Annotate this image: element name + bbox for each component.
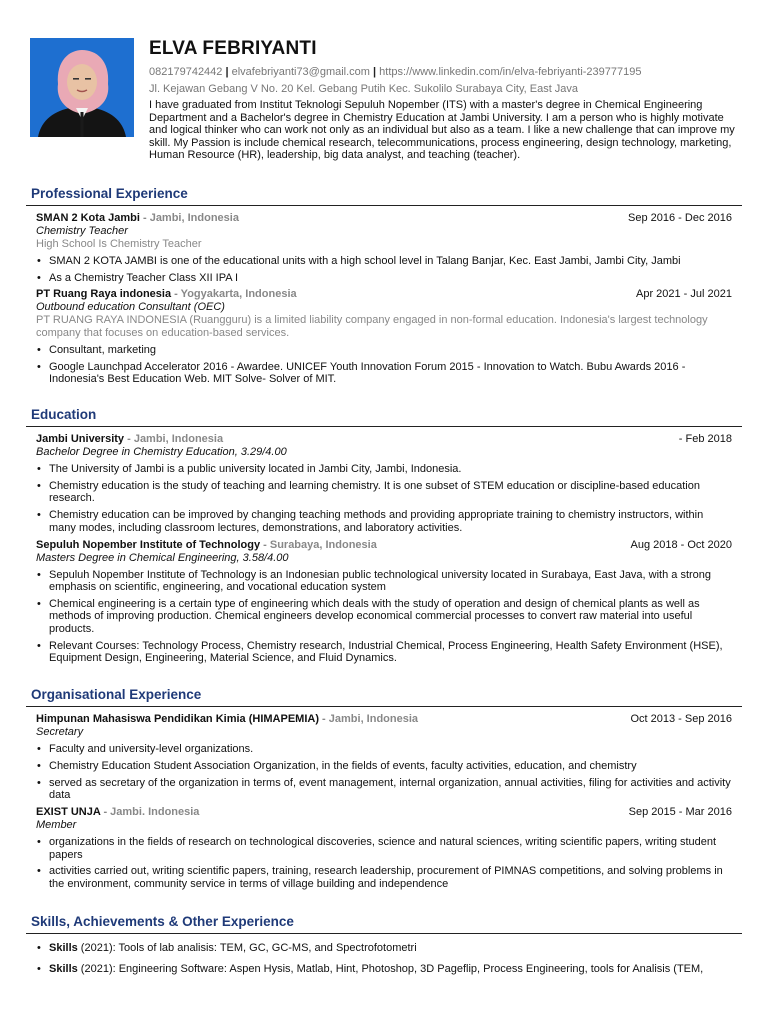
section-professional-experience <box>26 185 742 390</box>
school-location: - Jambi, Indonesia <box>124 433 224 445</box>
role-title: Chemistry Teacher <box>36 225 128 237</box>
role-title: Secretary <box>36 726 84 738</box>
list-item: • served as secretary of the organization in terms of, event management, internal organization, annual activities, filing for activities and activity data <box>49 777 732 802</box>
date-range: Aug 2018 - Oct 2020 <box>630 538 732 551</box>
org-name: EXIST UNJA <box>36 806 101 819</box>
organisation-entry <box>36 713 732 802</box>
date-range: Sep 2015 - Mar 2016 <box>628 806 732 819</box>
organisation-entry <box>36 806 732 890</box>
skills-list <box>36 942 732 976</box>
education-entry <box>36 433 732 534</box>
bullet-list <box>36 255 732 284</box>
education-entry <box>36 539 732 665</box>
list-item: • Relevant Courses: Technology Process, Chemistry research, Industrial Chemical, Process Engineering, Health Safety Environment (HSE), Equipment Design, Engineering, Material Science, and Fluid Dynamics. <box>49 640 732 665</box>
bullet-list <box>36 569 732 665</box>
address-text: Jl. Kejawan Gebang V No. 20 Kel. Gebang Putih Kec. Sukolilo Surabaya City, East Java <box>149 83 579 95</box>
phone-text[interactable]: 082179742442 <box>149 66 223 78</box>
summary-text: I have graduated from Institut Teknologi Sepuluh Nopember (ITS) with a master's degree in Chemical Engineering Department and a Bachelor's degree in Chemistry Education at Jambi University. I am a person who is highly motivate and logical thinker who can work not only as an individual but also as a team. I like a new challenge that can improve my skill. My Passion is include chemical research, telecommunications, process engineering, design technology, marketing, Human Resource (HR), leadership, big data analyst, and teaching (teacher). <box>149 99 735 162</box>
list-item: • Chemistry Education Student Association Organization, in the fields of events, faculty activities, education, and chemistry <box>49 760 732 772</box>
section-title: Organisational Experience <box>26 686 742 707</box>
profile-photo <box>30 38 134 137</box>
linkedin-link[interactable]: https://www.linkedin.com/in/elva-febriyanti-239777195 <box>379 66 642 78</box>
entry-description: High School Is Chemistry Teacher <box>36 238 202 250</box>
list-item: • As a Chemistry Teacher Class XII IPA I <box>49 272 732 284</box>
role-title: Outbound education Consultant (OEC) <box>36 301 225 314</box>
skill-item <box>49 963 732 975</box>
role-title: Member <box>36 819 77 832</box>
date-range: Apr 2021 - Jul 2021 <box>635 288 732 301</box>
bullet-list <box>36 463 732 534</box>
separator: | <box>225 66 229 78</box>
skill-label: Skills <box>49 942 78 954</box>
separator: | <box>373 66 377 78</box>
section-title: Education <box>26 406 742 427</box>
org-name: PT Ruang Raya indonesia <box>36 288 172 301</box>
school-location: - Surabaya, Indonesia <box>260 538 377 551</box>
list-item: • Faculty and university-level organizations. <box>49 743 732 755</box>
degree-title: Masters Degree in Chemical Engineering, 3.58/4.00 <box>36 551 289 564</box>
list-item: • activities carried out, writing scientific papers, training, research leadership, procurement of PIMNAS competitions, and solving problems in the environment, community service in terms of village building and independence <box>49 865 732 890</box>
list-item: • Google Launchpad Accelerator 2016 - Awardee. UNICEF Youth Innovation Forum 2015 - Innovation to Watch. Bubu Awards 2016 - Indonesia's Best Education Web. MIT Solve- Solver of MIT. <box>49 361 732 386</box>
list-item: • organizations in the fields of research on technological discoveries, science and natural sciences, writing scientific papers, writing student papers <box>49 836 732 861</box>
section-title: Professional Experience <box>26 185 742 206</box>
list-item: • Sepuluh Nopember Institute of Technology is an Indonesian public technological university located in Surabaya, East Java, with a strong emphasis on scientific, engineering, and vocational education system <box>49 569 732 594</box>
skill-item <box>49 942 732 954</box>
list-item: • Consultant, marketing <box>49 344 732 356</box>
experience-entry <box>36 212 732 284</box>
degree-title: Bachelor Degree in Chemistry Education, 3.29/4.00 <box>36 446 287 458</box>
date-range: Oct 2013 - Sep 2016 <box>630 713 732 725</box>
list-item: • Chemistry education can be improved by changing teaching methods and providing appropriate training to chemistry instructors, within many modes, including classroom lectures, demonstrations, and laboratory activities. <box>49 509 732 534</box>
list-item: • Chemical engineering is a certain type of engineering which deals with the study of operation and design of chemical plants as well as methods of improving production. Chemical engineers develop economical commercial processes to convert raw material into useful products. <box>49 598 732 635</box>
skill-text: (2021): Engineering Software: Aspen Hysis, Matlab, Hint, Photoshop, 3D Pageflip, Process Engineering, tools for Analisis (TEM, <box>77 963 704 976</box>
entry-description: PT RUANG RAYA INDONESIA (Ruangguru) is a limited liability company engaged in non-formal education. Indonesia's largest technology company that focuses on education-based services. <box>36 314 708 339</box>
section-organisational-experience <box>26 686 742 895</box>
school-name: Jambi University <box>36 433 125 445</box>
list-item: • SMAN 2 KOTA JAMBI is one of the educational units with a high school level in Talang Banjar, Kec. East Jambi, Jambi City, Jambi <box>49 255 732 267</box>
section-title: Skills, Achievements & Other Experience <box>26 913 742 934</box>
org-location: - Jambi, Indonesia <box>319 713 419 725</box>
bullet-list <box>36 344 732 386</box>
skill-label: Skills <box>49 963 78 976</box>
date-range: - Feb 2018 <box>678 433 732 445</box>
section-education <box>26 406 742 669</box>
header-info <box>149 37 742 162</box>
school-name: Sepuluh Nopember Institute of Technology <box>36 538 261 551</box>
contact-line <box>149 65 742 79</box>
org-location: - Yogyakarta, Indonesia <box>171 288 297 301</box>
list-item: • The University of Jambi is a public university located in Jambi City, Jambi, Indonesia. <box>49 463 732 475</box>
avatar-icon <box>30 38 134 137</box>
email-link[interactable]: elvafebriyanti73@gmail.com <box>231 66 370 78</box>
experience-entry <box>36 288 732 385</box>
org-location: - Jambi, Indonesia <box>139 212 239 224</box>
bullet-list <box>36 743 732 802</box>
skill-text: (2021): Tools of lab analisis: TEM, GC, GC-MS, and Spectrofotometri <box>77 942 417 954</box>
date-range: Sep 2016 - Dec 2016 <box>628 212 732 224</box>
section-skills <box>26 913 742 980</box>
org-location: - Jambi. Indonesia <box>100 806 200 819</box>
org-name: SMAN 2 Kota Jambi <box>36 212 140 224</box>
org-name: Himpunan Mahasiswa Pendidikan Kimia (HIMAPEMIA) <box>36 713 319 725</box>
list-item: • Chemistry education is the study of teaching and learning chemistry. It is one subset of STEM education or discipline-based education research. <box>49 480 732 505</box>
bullet-list <box>36 836 732 890</box>
candidate-name: ELVA FEBRIYANTI <box>149 38 317 59</box>
